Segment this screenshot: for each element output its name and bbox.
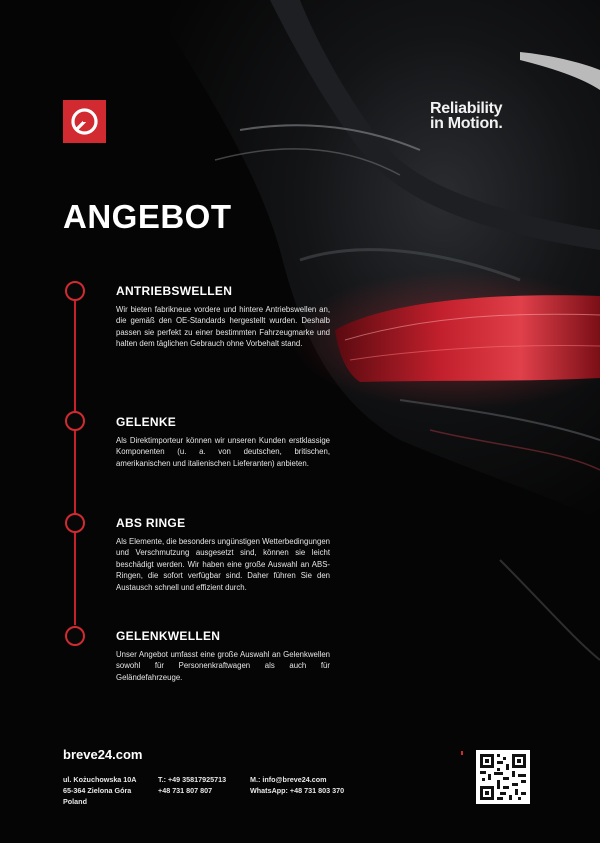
section-body: Wir bieten fabrikneue vordere und hintere Antriebswellen an, die gemäß den OE-Standards hergestellt wurden. Deshalb passen sie perfekt zu einer bestimmten Fahrzeugmarke und halten dem täglichen Gebrauch ohne Vorbehalt stand. <box>116 305 330 349</box>
section-heading: GELENKWELLEN <box>116 629 221 643</box>
slogan <box>430 101 550 131</box>
section-body: Als Direktimporteur können wir unseren Kunden erstklassige Komponenten (u. a. von deutschen, britischen, amerikanischen und italienischen Lieferanten) anbieten. <box>116 436 330 468</box>
phone-line[interactable]: T.: +49 35817925713 <box>158 775 227 784</box>
section-body: Unser Angebot umfasst eine große Auswahl an Gelenkwellen sowohl für Personenkraftwagen als auch für Geländefahrzeuge. <box>116 650 330 682</box>
breve-logo-icon <box>63 100 106 143</box>
timeline-dot <box>65 513 85 533</box>
timeline-dot <box>65 626 85 646</box>
website-link[interactable]: breve24.com <box>63 747 143 762</box>
section-gelenke <box>116 415 330 469</box>
address-line: ul. Kożuchowska 10A <box>63 775 137 784</box>
whatsapp-line[interactable]: WhatsApp: +48 731 803 370 <box>250 786 345 795</box>
section-gelenkwellen <box>116 629 330 683</box>
timeline-dot <box>65 281 85 301</box>
section-antriebswellen <box>116 284 330 350</box>
timeline-line <box>74 299 76 625</box>
qr-code-icon[interactable] <box>476 750 530 804</box>
address-line: 65-364 Zielona Góra <box>63 786 132 795</box>
accent-tick <box>461 751 463 755</box>
slogan-line-1: Reliability <box>430 100 503 117</box>
email-link[interactable]: M.: info@breve24.com <box>250 775 327 784</box>
section-heading: ABS RINGE <box>116 516 186 530</box>
section-body: Als Elemente, die besonders ungünstigen Wetterbedingungen und Verschmutzung ausgesetzt sind, können sie leicht beschädigt werden. Wir haben eine große Auswahl an ABS-Ringen, die sofort verfügbar sind. Daher führen Sie den Austausch schnell und effizient durch. <box>116 537 330 592</box>
email-whatsapp-block <box>250 774 344 796</box>
section-abs-ringe <box>116 516 330 593</box>
page-title: ANGEBOT <box>63 198 232 235</box>
slogan-line-2: in Motion. <box>430 115 503 132</box>
timeline-dot <box>65 411 85 431</box>
section-heading: ANTRIEBSWELLEN <box>116 284 233 298</box>
address-line: Poland <box>63 797 87 806</box>
section-heading: GELENKE <box>116 415 177 429</box>
phone-line[interactable]: +48 731 807 807 <box>158 786 213 795</box>
phone-block <box>158 774 226 796</box>
address-block <box>63 774 137 807</box>
